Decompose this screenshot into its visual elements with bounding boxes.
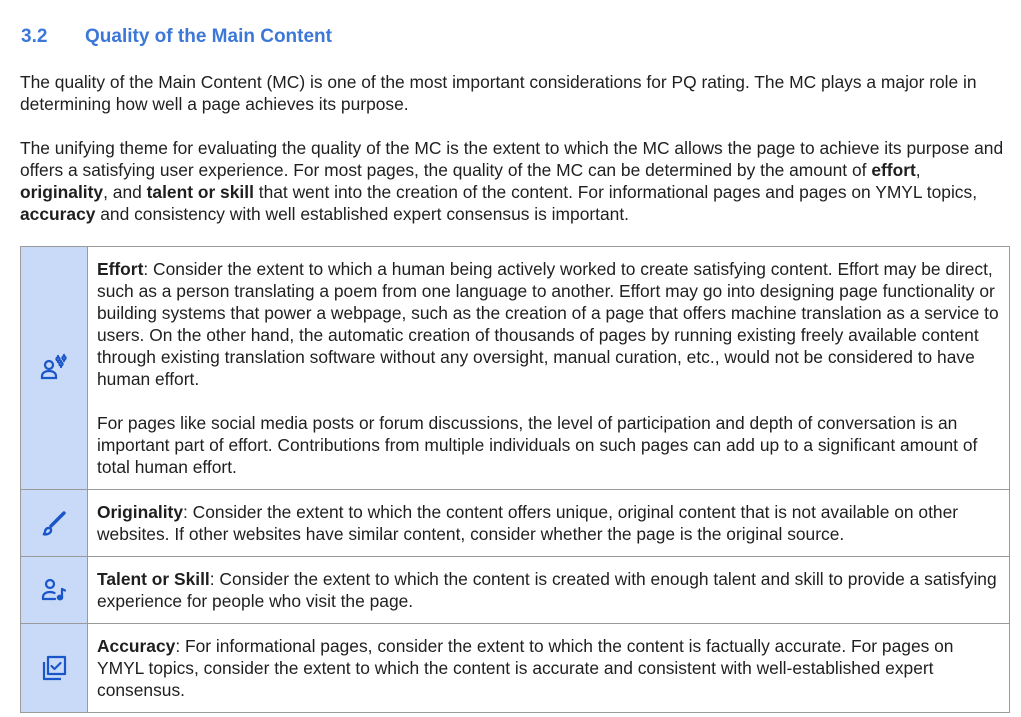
brush-icon (22, 508, 86, 538)
effort-text: Effort: Consider the extent to which a human being actively worked to create satisfying content. Effort may be direct, such as a person translating a poem from one language to another. Effort may go into designing page functionality or building systems that power a webpage, such as the creation of a page that offers machine translation as a service to users. On the other hand, the automatic creation of thousands of pages by running existing freely available content through existing translation software without any oversight, manual curation, etc., would not be considered to have human effort. (97, 259, 999, 389)
keyword-accuracy: accuracy (20, 204, 96, 224)
intro-paragraph-1: The quality of the Main Content (MC) is one of the most important considerations for PQ rating. The MC plays a major role in determining how well a page achieves its purpose. (20, 72, 977, 114)
criteria-row-effort (21, 247, 1010, 490)
keyword-effort: effort (871, 160, 916, 180)
check-box-icon (22, 653, 86, 683)
keyword-originality: originality (20, 182, 104, 202)
person-music-icon (22, 575, 86, 605)
effort-term: Effort (97, 259, 144, 279)
accuracy-term: Accuracy (97, 636, 176, 656)
talent-skill-text: Talent or Skill: Consider the extent to which the content is created with enough talent and skill to provide a satisfying experience for people who visit the page. (97, 569, 997, 611)
keyword-talent-skill: talent or skill (146, 182, 254, 202)
effort-extra-text: For pages like social media posts or forum discussions, the level of participation and depth of conversation is an important part of effort. Contributions from multiple individuals on such pages can add up to a significant amount of total human effort. (97, 413, 978, 477)
criteria-row-originality (21, 490, 1010, 557)
criteria-row-accuracy (21, 624, 1010, 713)
criteria-row-talent-skill (21, 557, 1010, 624)
accuracy-text: Accuracy: For informational pages, consider the extent to which the content is factually accurate. For pages on YMYL topics, consider the extent to which the content is accurate and consistent with well-established expert consensus. (97, 636, 954, 700)
originality-term: Originality (97, 502, 184, 522)
criteria-table (20, 246, 1010, 713)
section-heading (21, 25, 332, 49)
person-gears-icon (22, 353, 86, 383)
originality-text: Originality: Consider the extent to which the content offers unique, original content that is not available on other websites. If other websites have similar content, consider whether the page is the original source. (97, 502, 959, 544)
intro-paragraph-2: The unifying theme for evaluating the quality of the MC is the extent to which the MC allows the page to achieve its purpose and offers a satisfying user experience. For most pages, the quality of the MC can be determined by the amount of effort, originality, and talent or skill that went into the creation of the content. For informational pages and pages on YMYL topics, accuracy and consistency with well established expert consensus is important. (20, 138, 1004, 224)
talent-skill-term: Talent or Skill (97, 569, 210, 589)
section-title: Quality of the Main Content (85, 26, 332, 47)
section-number: 3.2 (21, 26, 48, 47)
